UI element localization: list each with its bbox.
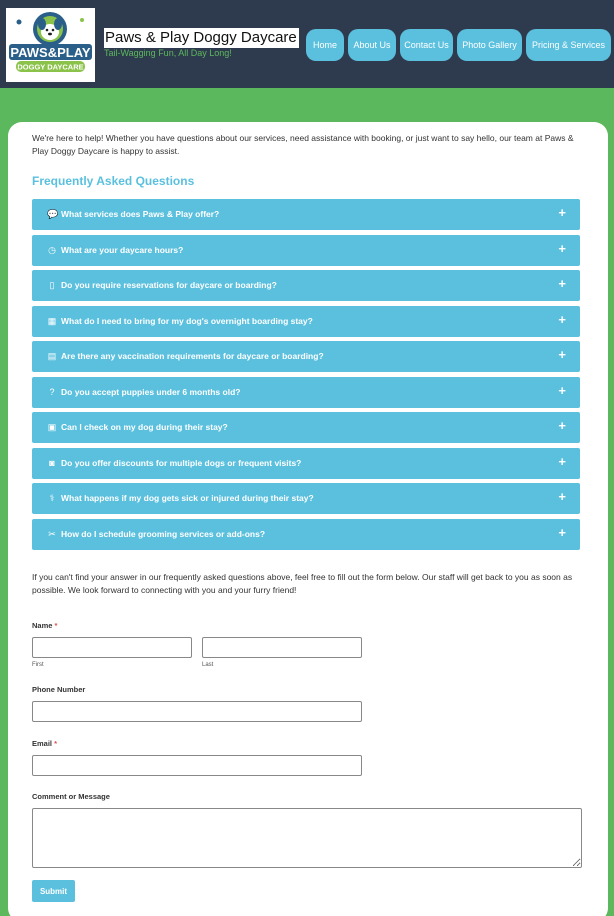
faq-item[interactable] [32,519,580,550]
faq-question: Are there any vaccination requirements for daycare or boarding? [61,351,324,361]
faq-question: Do you require reservations for daycare or boarding? [61,280,277,290]
faq-item[interactable] [32,377,580,408]
name-label [32,621,57,630]
faq-item[interactable] [32,412,580,443]
site-header [0,0,614,88]
site-title[interactable]: Paws & Play Doggy Daycare [105,29,297,46]
nav-contact-us[interactable]: Contact Us [400,29,453,61]
last-sublabel: Last [202,662,214,668]
last-name-input[interactable] [202,637,362,658]
plus-icon: + [558,418,566,433]
nav-about-us[interactable]: About Us [348,29,396,61]
clock-icon: ◷ [48,245,56,255]
image-icon: ▣ [47,422,57,432]
faq-question: Do you accept puppies under 6 months old? [61,387,241,397]
plus-icon: + [558,489,566,504]
faq-item[interactable] [32,235,580,266]
phone-icon: ▯ [49,280,55,290]
nav-pricing-services[interactable]: Pricing & Services [526,29,611,61]
faq-question: What do I need to bring for my dog's overnight boarding stay? [61,316,313,326]
faq-heading: Frequently Asked Questions [32,174,195,188]
faq-item[interactable] [32,270,580,301]
site-logo[interactable] [6,8,95,82]
logo-text-sub: DOGGY DAYCARE [17,62,84,72]
calendar-icon: ▦ [47,316,57,326]
faq-question: How do I schedule grooming services or add-ons? [61,529,266,539]
plus-icon: + [558,312,566,327]
plus-icon: + [558,454,566,469]
intro-text: We're here to help! Whether you have questions about our services, need assistance with booking, or just want to say hello, our team at Paws & Play Doggy Daycare is happy to assist. [32,133,574,156]
phone-label: Phone Number [32,685,86,694]
plus-icon: + [558,383,566,398]
nav-photo-gallery[interactable]: Photo Gallery [457,29,522,61]
faq-item[interactable] [32,306,580,337]
nav-home[interactable]: Home [306,29,344,61]
faq-item[interactable] [32,199,580,230]
stethoscope-icon: ⚕ [49,493,55,503]
plus-icon: + [558,205,566,220]
plus-icon: + [558,347,566,362]
email-label [32,739,57,748]
money-icon: ◙ [49,458,55,468]
first-name-input[interactable] [32,637,192,658]
form-intro-text: If you can't find your answer in our frequently asked questions above, feel free to fill out the form below. Our staff will get back to you as soon as possible. We look forward to connecting with you and your furry friend! [32,572,573,595]
email-label-text: Email [32,739,53,748]
faq-item[interactable] [32,341,580,372]
dog-logo-icon [6,8,95,82]
logo-text-main: PAWS&PLAY [10,45,91,60]
required-marker: * [54,621,58,630]
faq-question: What are your daycare hours? [61,245,184,255]
plus-icon: + [558,241,566,256]
header-divider [0,88,614,94]
faq-question: What happens if my dog gets sick or injured during their stay? [61,493,314,503]
site-tagline: Tail-Wagging Fun, All Day Long! [104,48,232,58]
faq-question: Do you offer discounts for multiple dogs or frequent visits? [61,458,302,468]
submit-button[interactable]: Submit [32,880,75,902]
phone-input[interactable] [32,701,362,722]
required-marker: * [54,739,58,748]
faq-question: Can I check on my dog during their stay? [61,422,228,432]
plus-icon: + [558,525,566,540]
first-sublabel: First [32,662,44,668]
faq-item[interactable] [32,448,580,479]
email-input[interactable] [32,755,362,776]
plus-icon: + [558,276,566,291]
clipboard-icon: ▤ [47,351,57,361]
name-label-text: Name [32,621,53,630]
content-card [8,122,608,916]
faq-question: What services does Paws & Play offer? [61,209,220,219]
scissors-icon: ✂ [48,529,56,539]
comment-label: Comment or Message [32,792,110,801]
question-icon: ? [49,387,55,397]
comment-textarea[interactable] [32,808,582,868]
chat-icon: 💬 [47,209,59,219]
faq-item[interactable] [32,483,580,514]
